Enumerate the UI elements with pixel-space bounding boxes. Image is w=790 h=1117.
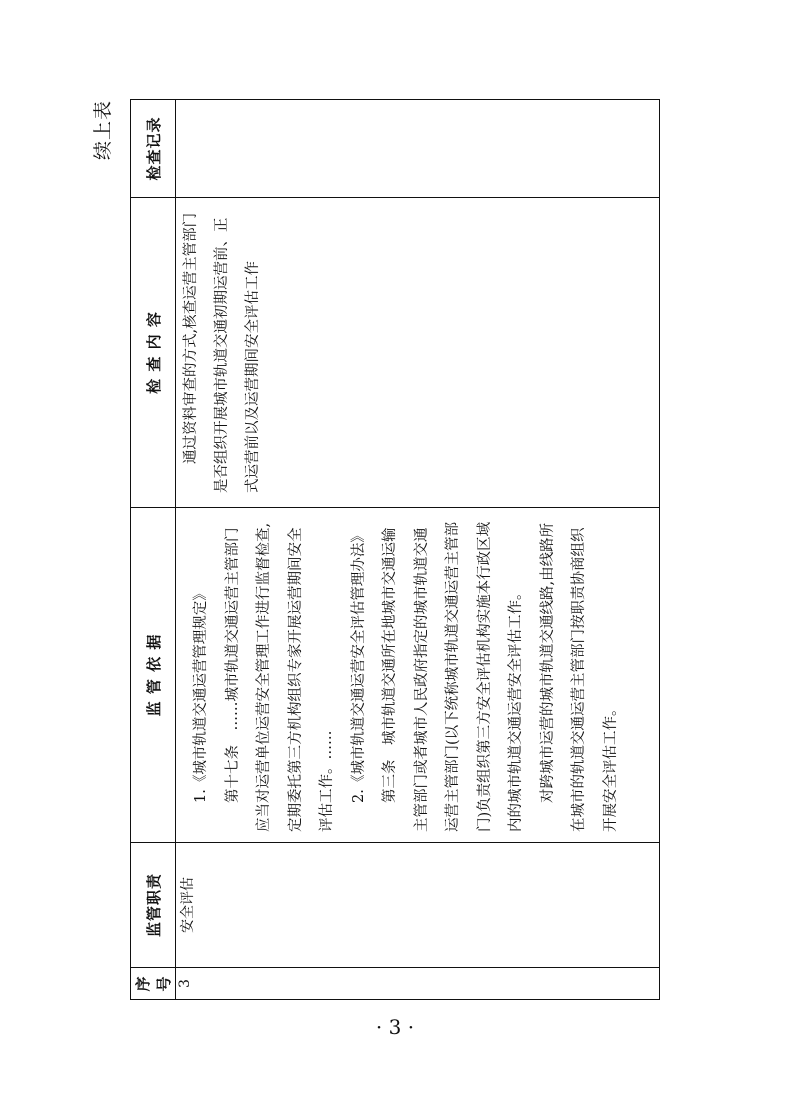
header-content: 检 查 内 容	[131, 198, 176, 508]
header-basis: 监 管 依 据	[131, 508, 176, 843]
header-record: 检查记录	[131, 100, 176, 198]
basis-item1-title: 1.《城市轨道交通运营管理规定》	[193, 586, 209, 803]
page-number: · 3 ·	[375, 1015, 415, 1039]
basis-item2-text: 第三条 城市轨道交通所在地城市交通运输主管部门或者城市人民政府指定的城市轨道交通运营主管部门(以下统称城市轨道交通运营主管部门)负责组织第三方安全评估机构实施本行政区域内的城市轨道交通运营安全评估工作。	[382, 521, 524, 832]
content-text: 通过资料审查的方式,核查运营主管部门是否组织开展城市轨道交通初期运营前、正式运营前以及运营期间安全评估工作	[183, 212, 261, 493]
header-seq: 序号	[131, 968, 176, 1000]
basis-item1-text: 第十七条 ……城市轨道交通运营主管部门应当对运营单位运营安全管理工作进行监督检查,定期委托第三方机构组织专家开展运营期间安全评估工作。……	[224, 522, 335, 832]
table-row	[176, 100, 660, 1000]
rotated-page	[90, 100, 690, 1000]
cell-record	[176, 100, 660, 198]
basis-item2-text2: 对跨城市运营的城市轨道交通线路,由线路所在城市的轨道交通运营主管部门按职责协商组织开展安全评估工作。	[539, 522, 619, 832]
header-duty: 监管职责	[131, 843, 176, 968]
cell-content	[176, 198, 660, 508]
continued-label: 续上表	[92, 100, 114, 161]
table-header-row	[131, 100, 176, 1000]
cell-duty: 安全评估	[176, 843, 660, 968]
cell-seq: 3	[176, 968, 660, 1000]
basis-item2-title: 2.《城市轨道交通运营安全评估管理办法》	[350, 528, 367, 803]
supervision-table	[130, 99, 660, 1000]
cell-basis	[176, 508, 660, 843]
